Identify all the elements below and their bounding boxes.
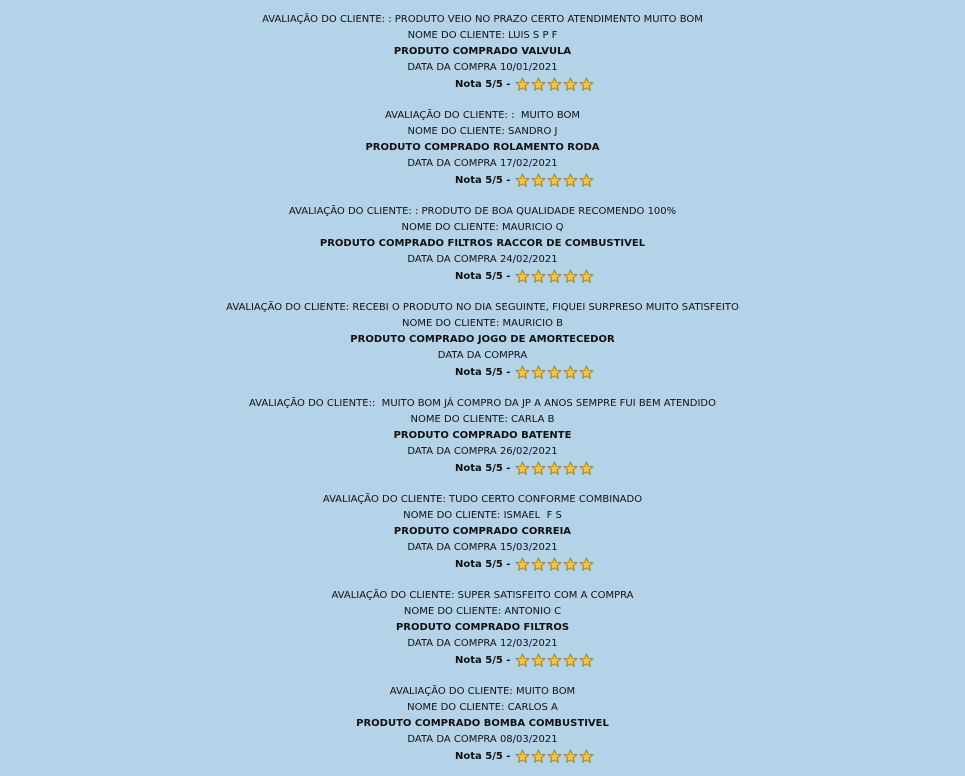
- review-rating: [455, 556, 595, 572]
- review-card: [0, 288, 965, 384]
- review-purchase-date: DATA DA COMPRA 12/03/2021: [407, 638, 558, 649]
- review-rating: [455, 76, 595, 92]
- review-evaluation: AVALIAÇÃO DO CLIENTE: MUITO BOM: [389, 686, 576, 697]
- review-rating: [455, 460, 595, 476]
- rating-stars: [515, 749, 595, 764]
- star-icon: [563, 173, 578, 188]
- star-icon: [579, 557, 594, 572]
- star-icon: [515, 653, 530, 668]
- review-customer-name: NOME DO CLIENTE: LUIS S P F: [407, 30, 558, 41]
- review-customer-name: NOME DO CLIENTE: SANDRO J: [407, 126, 558, 137]
- star-icon: [563, 461, 578, 476]
- review-rating: [455, 268, 595, 284]
- rating-stars: [515, 269, 595, 284]
- star-icon: [515, 557, 530, 572]
- review-product: PRODUTO COMPRADO BATENTE: [393, 430, 572, 441]
- star-icon: [515, 461, 530, 476]
- rating-stars: [515, 77, 595, 92]
- review-card: [0, 96, 965, 192]
- review-purchase-date: DATA DA COMPRA 08/03/2021: [407, 734, 558, 745]
- rating-label: Nota 5/5 -: [455, 174, 511, 186]
- review-product: PRODUTO COMPRADO ROLAMENTO RODA: [365, 142, 600, 153]
- rating-label: Nota 5/5 -: [455, 78, 511, 90]
- star-icon: [547, 269, 562, 284]
- star-icon: [563, 365, 578, 380]
- review-customer-name: NOME DO CLIENTE: CARLA B: [410, 414, 555, 425]
- review-card: [0, 576, 965, 672]
- review-customer-name: NOME DO CLIENTE: CARLOS A: [407, 702, 558, 713]
- review-purchase-date: DATA DA COMPRA 17/02/2021: [407, 158, 558, 169]
- review-purchase-date: DATA DA COMPRA 26/02/2021: [407, 446, 558, 457]
- star-icon: [563, 749, 578, 764]
- rating-stars: [515, 365, 595, 380]
- review-evaluation: AVALIAÇÃO DO CLIENTE: : MUITO BOM: [384, 110, 581, 121]
- review-evaluation: AVALIAÇÃO DO CLIENTE: TUDO CERTO CONFORME COMBINADO: [322, 494, 643, 505]
- star-icon: [563, 557, 578, 572]
- review-evaluation: AVALIAÇÃO DO CLIENTE: : PRODUTO DE BOA QUALIDADE RECOMENDO 100%: [288, 206, 677, 217]
- review-product: PRODUTO COMPRADO FILTROS RACCOR DE COMBUSTIVEL: [319, 238, 646, 249]
- review-rating: [455, 364, 595, 380]
- star-icon: [547, 749, 562, 764]
- star-icon: [579, 749, 594, 764]
- star-icon: [579, 461, 594, 476]
- star-icon: [547, 365, 562, 380]
- review-product: PRODUTO COMPRADO VALVULA: [393, 46, 572, 57]
- star-icon: [547, 653, 562, 668]
- review-rating: [455, 172, 595, 188]
- star-icon: [515, 173, 530, 188]
- star-icon: [563, 77, 578, 92]
- review-customer-name: NOME DO CLIENTE: ISMAEL F S: [403, 510, 562, 521]
- star-icon: [579, 77, 594, 92]
- star-icon: [547, 461, 562, 476]
- review-card: [0, 672, 965, 768]
- review-customer-name: NOME DO CLIENTE: MAURICIO B: [401, 318, 564, 329]
- review-product: PRODUTO COMPRADO BOMBA COMBUSTIVEL: [356, 718, 609, 729]
- review-product: PRODUTO COMPRADO FILTROS: [395, 622, 570, 633]
- star-icon: [531, 653, 546, 668]
- review-purchase-date: DATA DA COMPRA 24/02/2021: [407, 254, 558, 265]
- review-product: PRODUTO COMPRADO CORREIA: [393, 526, 572, 537]
- rating-stars: [515, 173, 595, 188]
- review-rating: [455, 652, 595, 668]
- star-icon: [515, 749, 530, 764]
- rating-stars: [515, 461, 595, 476]
- star-icon: [579, 653, 594, 668]
- review-evaluation: AVALIAÇÃO DO CLIENTE: : PRODUTO VEIO NO PRAZO CERTO ATENDIMENTO MUITO BOM: [262, 14, 703, 25]
- rating-label: Nota 5/5 -: [455, 366, 511, 378]
- review-rating: [455, 748, 595, 764]
- star-icon: [515, 269, 530, 284]
- star-icon: [579, 173, 594, 188]
- review-purchase-date: DATA DA COMPRA: [437, 350, 528, 361]
- star-icon: [547, 557, 562, 572]
- star-icon: [531, 173, 546, 188]
- review-purchase-date: DATA DA COMPRA 15/03/2021: [407, 542, 558, 553]
- rating-stars: [515, 653, 595, 668]
- review-evaluation: AVALIAÇÃO DO CLIENTE: SUPER SATISFEITO COM A COMPRA: [331, 590, 634, 601]
- star-icon: [531, 269, 546, 284]
- star-icon: [579, 269, 594, 284]
- review-product: PRODUTO COMPRADO JOGO DE AMORTECEDOR: [350, 334, 615, 345]
- star-icon: [515, 77, 530, 92]
- review-card: [0, 0, 965, 96]
- star-icon: [531, 365, 546, 380]
- star-icon: [531, 77, 546, 92]
- rating-stars: [515, 557, 595, 572]
- review-evaluation: AVALIAÇÃO DO CLIENTE:: MUITO BOM JÁ COMPRO DA JP A ANOS SEMPRE FUI BEM ATENDIDO: [248, 398, 716, 409]
- rating-label: Nota 5/5 -: [455, 750, 511, 762]
- rating-label: Nota 5/5 -: [455, 558, 511, 570]
- star-icon: [563, 653, 578, 668]
- star-icon: [547, 173, 562, 188]
- review-card: [0, 480, 965, 576]
- review-customer-name: NOME DO CLIENTE: MAURICIO Q: [401, 222, 564, 233]
- review-customer-name: NOME DO CLIENTE: ANTONIO C: [403, 606, 562, 617]
- rating-label: Nota 5/5 -: [455, 270, 511, 282]
- star-icon: [515, 365, 530, 380]
- rating-label: Nota 5/5 -: [455, 462, 511, 474]
- star-icon: [579, 365, 594, 380]
- star-icon: [531, 557, 546, 572]
- rating-label: Nota 5/5 -: [455, 654, 511, 666]
- star-icon: [531, 749, 546, 764]
- star-icon: [563, 269, 578, 284]
- review-card: [0, 192, 965, 288]
- star-icon: [547, 77, 562, 92]
- star-icon: [531, 461, 546, 476]
- review-card: [0, 384, 965, 480]
- review-purchase-date: DATA DA COMPRA 10/01/2021: [407, 62, 558, 73]
- review-evaluation: AVALIAÇÃO DO CLIENTE: RECEBI O PRODUTO NO DIA SEGUINTE, FIQUEI SURPRESO MUITO SATISFEITO: [226, 302, 739, 313]
